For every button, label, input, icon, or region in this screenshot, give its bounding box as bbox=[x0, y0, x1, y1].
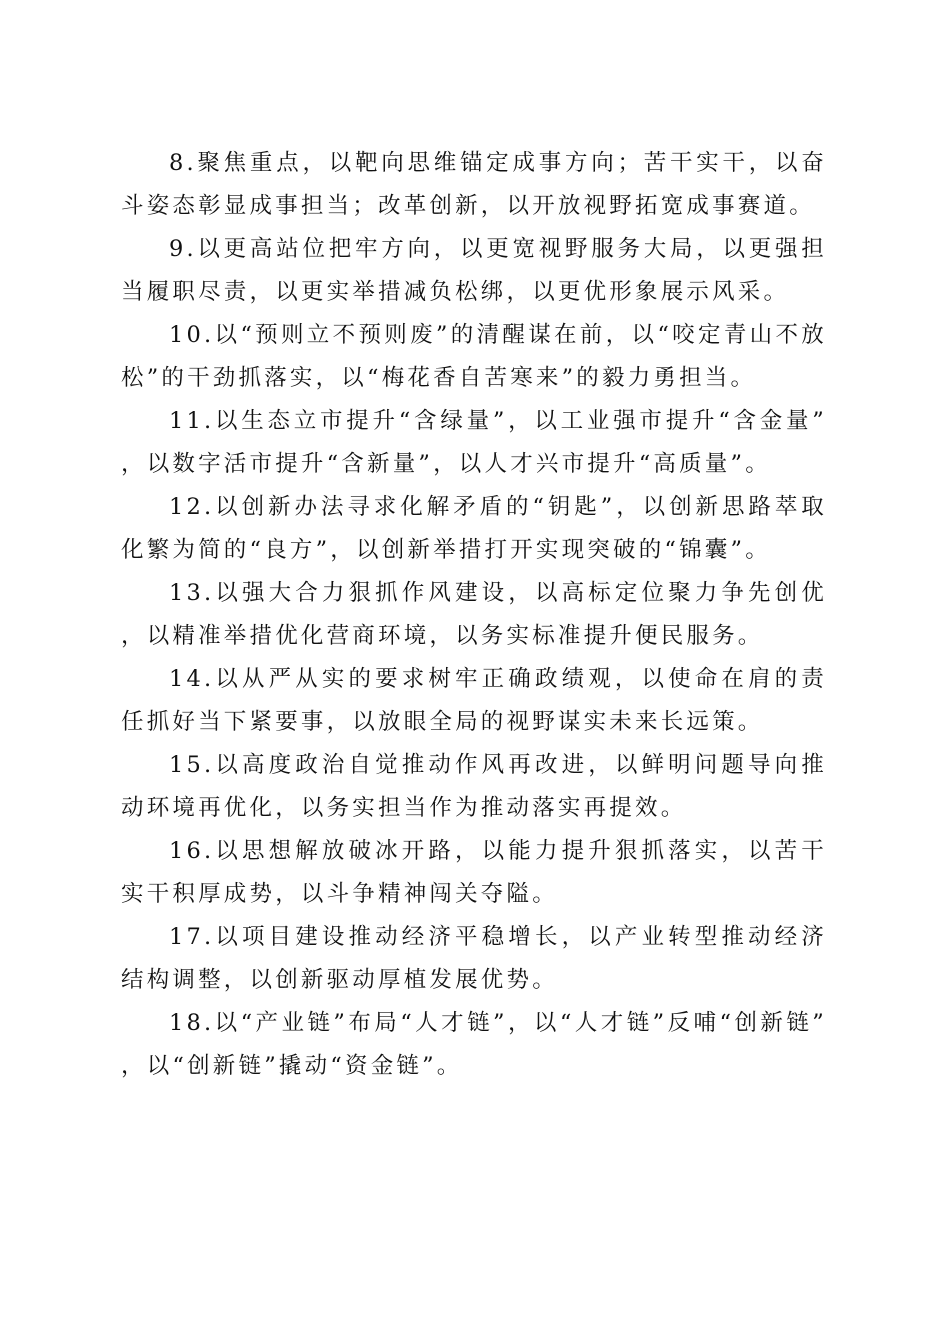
paragraph-12: 12.以创新办法寻求化解矛盾的“钥匙”，以创新思路萃取化繁为简的“良方”，以创新举措打开实现突破的“锦囊”。 bbox=[121, 494, 827, 563]
paragraph-15: 15.以高度政治自觉推动作风再改进，以鲜明问题导向推动环境再优化，以务实担当作为推动落实再提效。 bbox=[121, 752, 827, 821]
paragraph-9: 9.以更高站位把牢方向，以更宽视野服务大局，以更强担当履职尽责，以更实举措减负松绑，以更优形象展示风采。 bbox=[121, 236, 827, 305]
paragraph-17: 17.以项目建设推动经济平稳增长，以产业转型推动经济结构调整，以创新驱动厚植发展优势。 bbox=[121, 924, 827, 993]
paragraph-10: 10.以“预则立不预则废”的清醒谋在前，以“咬定青山不放松”的干劲抓落实，以“梅花香自苦寒来”的毅力勇担当。 bbox=[121, 322, 827, 391]
paragraph-13: 13.以强大合力狠抓作风建设，以高标定位聚力争先创优，以精准举措优化营商环境，以务实标准提升便民服务。 bbox=[121, 580, 827, 649]
paragraph-18: 18.以“产业链”布局“人才链”，以“人才链”反哺“创新链”，以“创新链”撬动“资金链”。 bbox=[121, 1010, 827, 1079]
paragraph-11: 11.以生态立市提升“含绿量”，以工业强市提升“含金量”，以数字活市提升“含新量”，以人才兴市提升“高质量”。 bbox=[121, 408, 827, 477]
paragraph-14: 14.以从严从实的要求树牢正确政绩观，以使命在肩的责任抓好当下紧要事，以放眼全局的视野谋实未来长远策。 bbox=[121, 666, 827, 735]
document-body bbox=[121, 142, 827, 1088]
paragraph-16: 16.以思想解放破冰开路，以能力提升狠抓落实，以苦干实干积厚成势，以斗争精神闯关夺隘。 bbox=[121, 838, 827, 907]
paragraph-8: 8.聚焦重点，以靶向思维锚定成事方向；苦干实干，以奋斗姿态彰显成事担当；改革创新，以开放视野拓宽成事赛道。 bbox=[121, 150, 827, 219]
